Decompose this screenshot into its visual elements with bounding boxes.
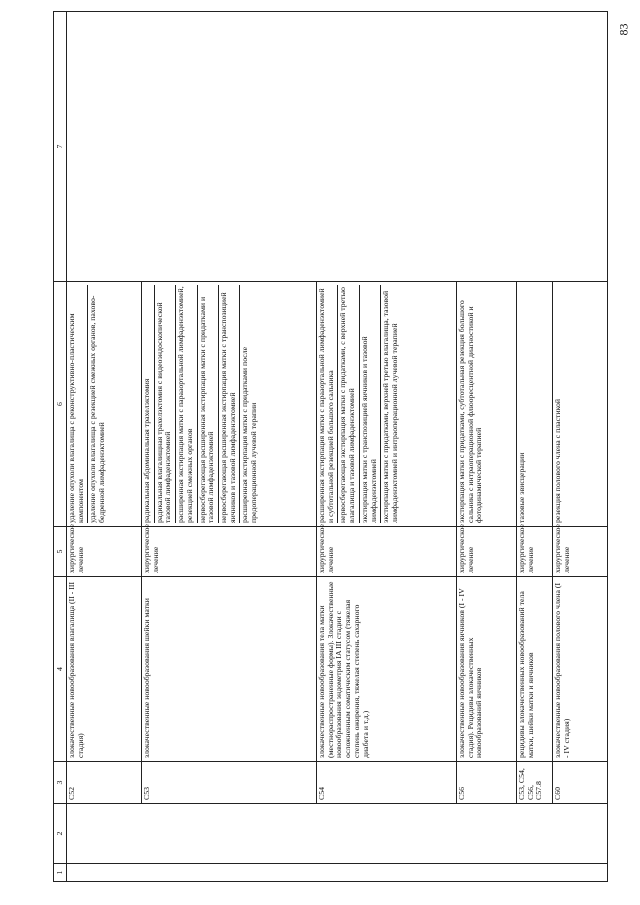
col7-cell [67, 12, 608, 282]
methods-cell [67, 282, 142, 527]
treatment-cell: хирургическое лечение [67, 527, 142, 577]
method-item: экстирпация матки с транспозицией яичников и тазовой лимфаденэктомией [359, 285, 380, 523]
header-col-2: 2 [54, 804, 67, 864]
col1-cell [67, 864, 608, 882]
code-cell: C52 [67, 762, 142, 804]
diagnosis-cell: злокачественные новообразования тела матки (местнораспространенные формы). Злокачественные новообразования эндометрия IA III стадии с осложненным соматическим статусом (тяжелая степень ожирения, тяжелая степень сахарного диабета и т.д.) [317, 577, 457, 762]
code-cell: C53, C54, C56, C57.8 [517, 762, 553, 804]
treatment-cell: хирургическое лечение [457, 527, 517, 577]
methods-cell [517, 282, 553, 527]
header-col-4: 4 [54, 577, 67, 762]
diagnosis-cell: рецидивы злокачественных новообразований тела матки, шейки матки и яичников [517, 577, 553, 762]
treatment-cell: хирургическое лечение [142, 527, 317, 577]
code-cell: C53 [142, 762, 317, 804]
header-col-1: 1 [54, 864, 67, 882]
diagnosis-cell: злокачественные новообразования яичников (I - IV стадия). Рецидивы злокачественных новообразований яичников [457, 577, 517, 762]
table-row [67, 12, 142, 882]
code-cell: C60 [553, 762, 608, 804]
treatment-cell: хирургическое лечение [517, 527, 553, 577]
method-item: расширенная экстирпация матки с парааортальной лимфаденэктомией, резекцией смежных органов [175, 285, 196, 523]
header-col-3: 3 [54, 762, 67, 804]
method-item: нервосберегающая расширенная экстирпация матки с транспозицией яичников и тазовой лимфаденэктомией [218, 285, 239, 523]
methods-cell [553, 282, 608, 527]
method-item: нервосберегающая экстирпация матки с придатками, с верхней третью влагалища и тазовой лимфаденэктомией [337, 285, 358, 523]
method-item: удаление опухоли влагалища с реконструктивно-пластическим компонентом [67, 313, 85, 523]
method-item: тазовые эвисцерации [517, 452, 526, 523]
diagnosis-cell: злокачественные новообразования полового члена (I - IV стадия) [553, 577, 608, 762]
method-item: расширенная экстирпация матки с парааортальной лимфаденэктомией и субтотальной резекцией большого сальника [317, 288, 335, 523]
diagnosis-cell: злокачественные новообразования влагалища (II - III стадия) [67, 577, 142, 762]
header-col-5: 5 [54, 527, 67, 577]
method-item: удаление опухоли влагалища с резекцией смежных органов, пахово-бедренной лимфаденэктомией [87, 285, 108, 523]
header-col-6: 6 [54, 282, 67, 527]
treatment-cell: хирургическое лечение [317, 527, 457, 577]
methods-cell [142, 282, 317, 527]
method-item: экстирпация матки с придатками, верхней третью влагалища, тазовой лимфаденэктомией и интраоперационной лучевой терапией [380, 285, 401, 523]
treatment-cell: хирургическое лечение [553, 527, 608, 577]
col2-cell [67, 804, 608, 864]
code-cell: C56 [457, 762, 517, 804]
method-item: резекция полового члена с пластикой [553, 398, 562, 523]
methods-cell [457, 282, 517, 527]
method-item: радикальная влагалищная трахелэктомия с видеоэндоскопической тазовой лимфаденэктомией [154, 285, 175, 523]
treatment-table [53, 11, 608, 882]
diagnosis-cell: злокачественные новообразования шейки матки [142, 577, 317, 762]
method-item: нервосберегающая расширенная экстирпация матки с придатками и тазовой лимфаденэктомией [197, 285, 218, 523]
header-col-7: 7 [54, 12, 67, 282]
method-item: экстирпация матки с придатками, субтотальная резекция большого сальника с интраоперационной флюоресцентной диагностикой и фотодинамической терапией [457, 300, 484, 523]
methods-cell [317, 282, 457, 527]
method-item: расширенная экстирпация матки с придатками после предоперационной лучевой терапии [239, 285, 260, 523]
header-row [54, 12, 67, 882]
code-cell: C54 [317, 762, 457, 804]
page-number: 83 [616, 23, 631, 36]
rotated-table-container [53, 12, 608, 882]
method-item: радикальная абдоминальная трахелэктомия [142, 378, 151, 523]
